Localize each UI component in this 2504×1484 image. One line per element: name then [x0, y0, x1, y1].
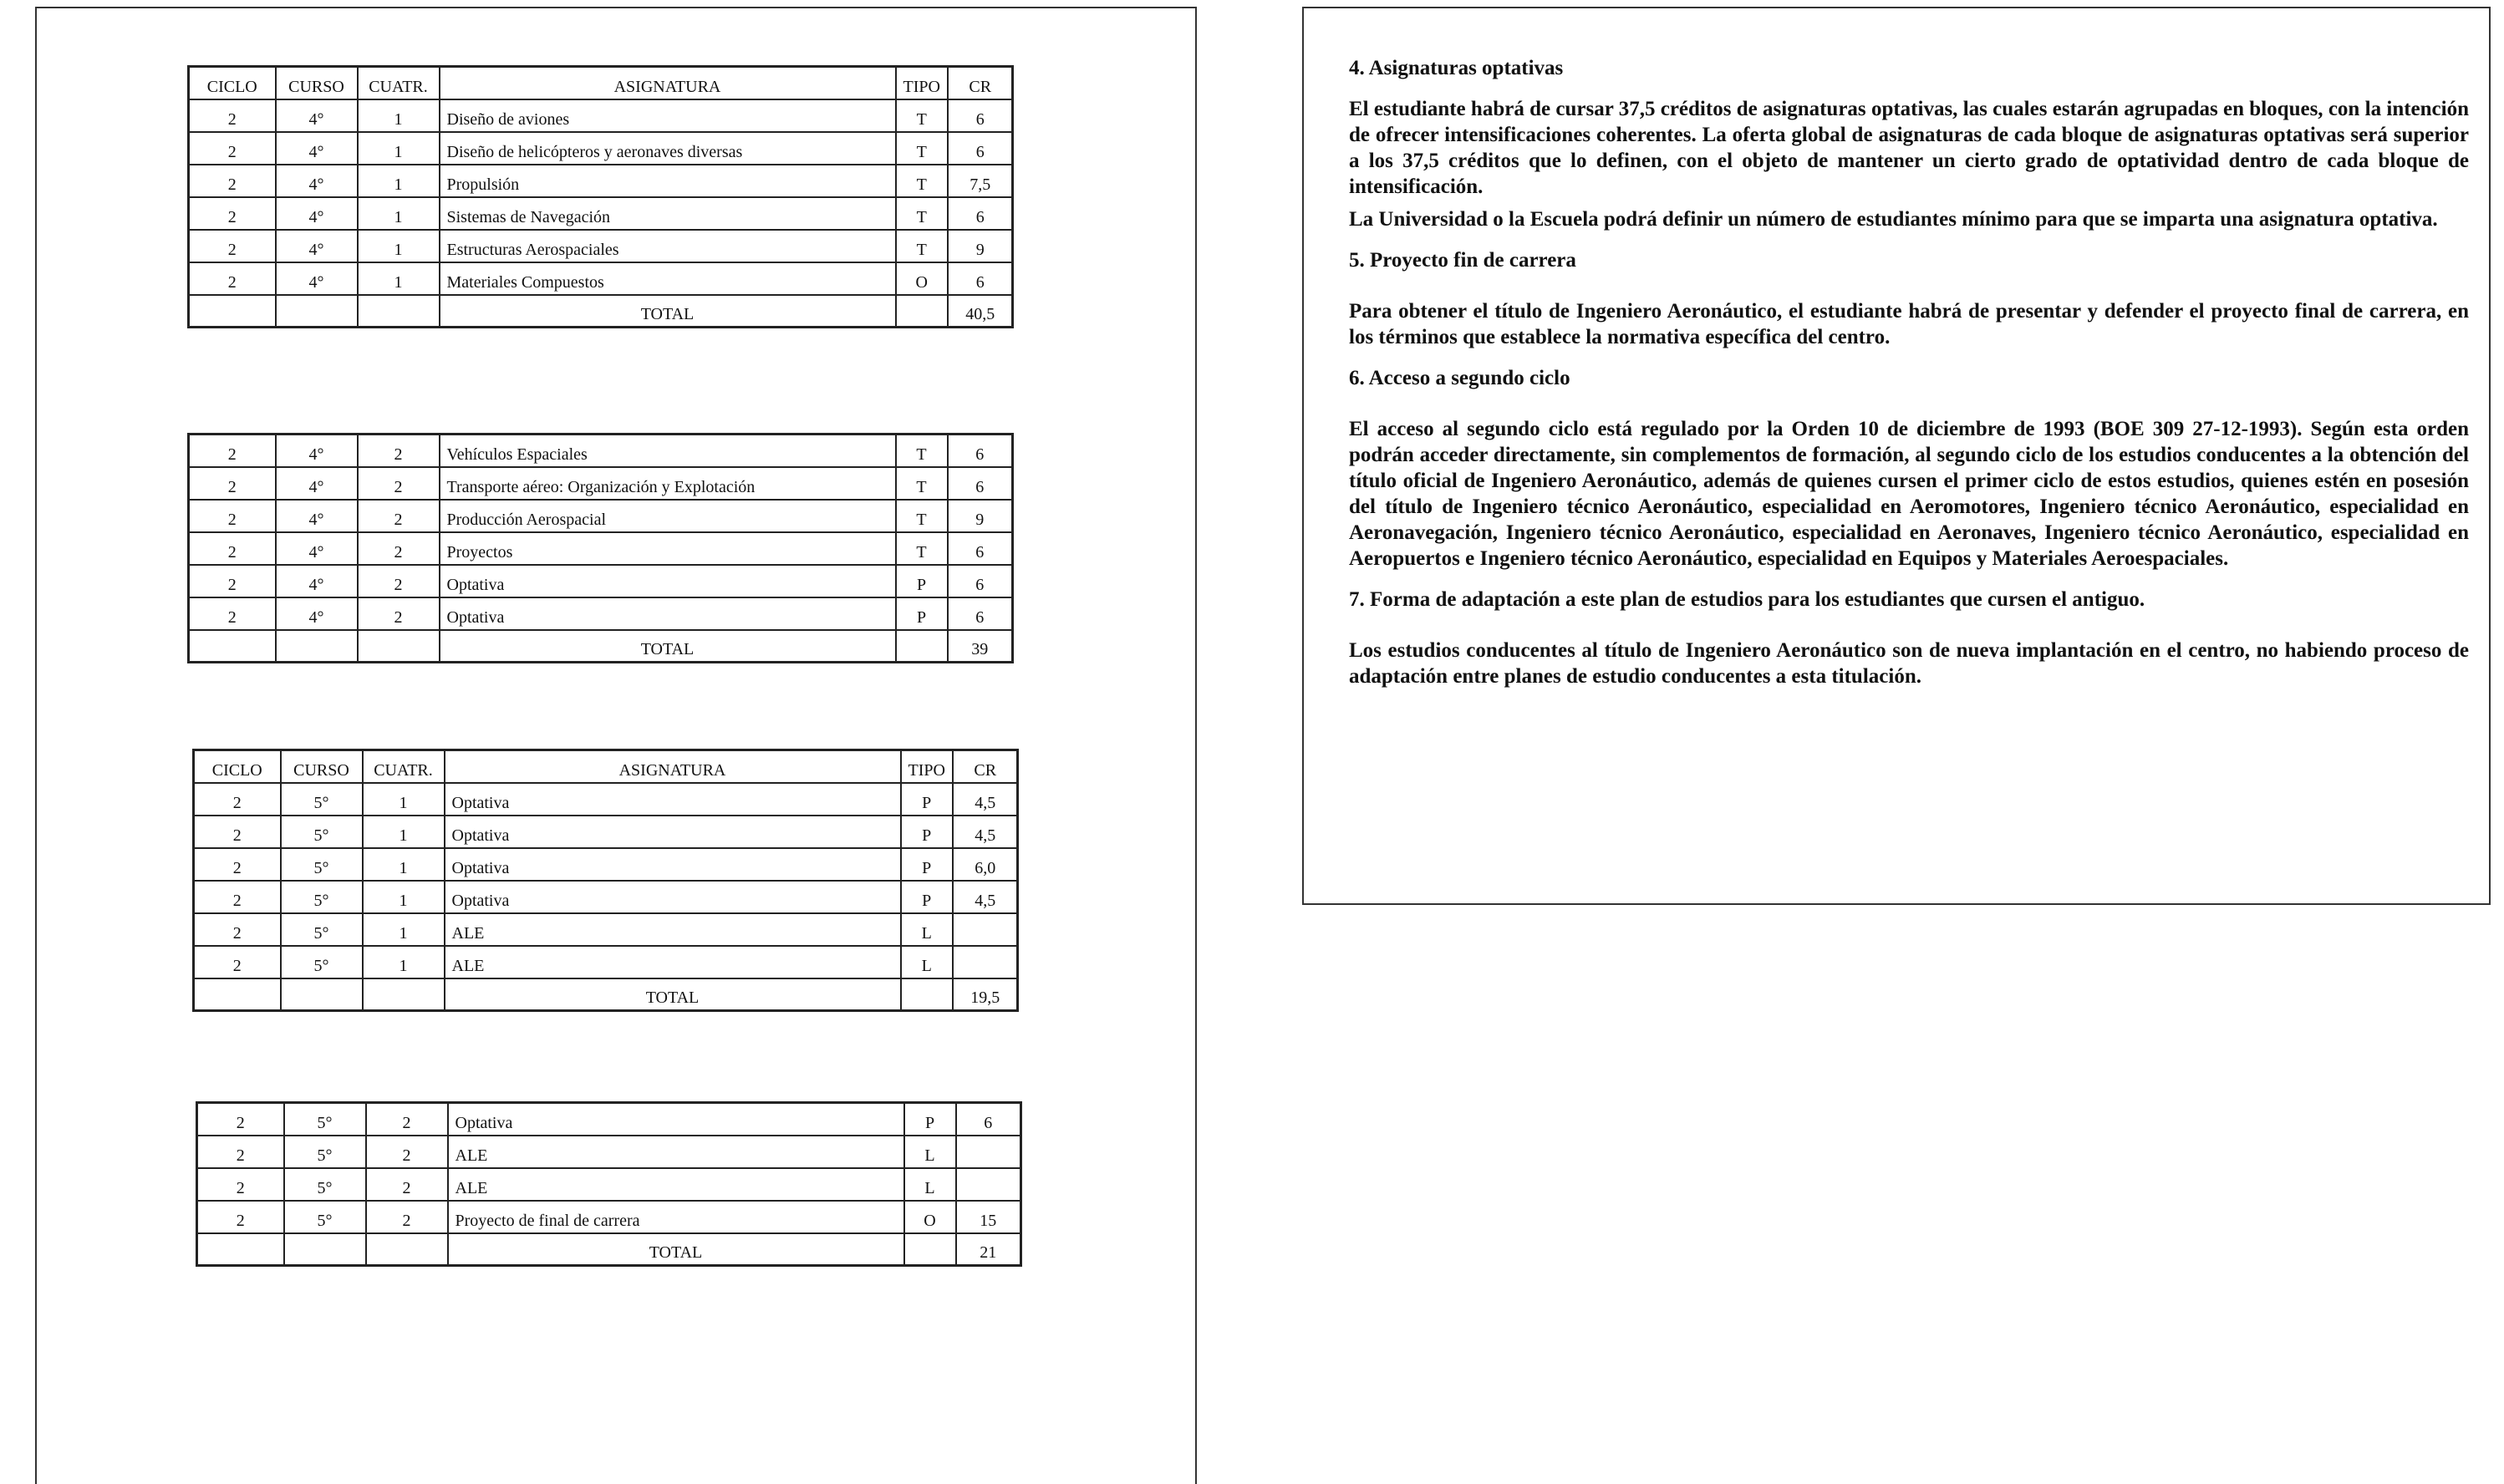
- empty-cell: [363, 978, 445, 1011]
- cell-ciclo: 2: [189, 565, 276, 597]
- empty-cell: [194, 978, 281, 1011]
- empty-cell: [358, 295, 440, 328]
- cell-tipo: T: [896, 132, 948, 165]
- cell-curso: 4°: [276, 565, 358, 597]
- cell-asignatura: Proyectos: [440, 532, 896, 565]
- cell-curso: 5°: [281, 913, 363, 946]
- empty-cell: [366, 1233, 448, 1266]
- cell-ciclo: 2: [189, 262, 276, 295]
- cell-cuatr: 2: [366, 1201, 448, 1233]
- cell-cr: 6: [948, 532, 1013, 565]
- cell-cuatr: 1: [363, 946, 445, 978]
- table-row: [189, 467, 1013, 500]
- cell-cr: 9: [948, 230, 1013, 262]
- cell-asignatura: Diseño de helicópteros y aeronaves diversas: [440, 132, 896, 165]
- table-row: [194, 783, 1018, 816]
- cell-cuatr: 1: [363, 913, 445, 946]
- cell-cuatr: 2: [358, 467, 440, 500]
- empty-cell: [189, 630, 276, 663]
- table-row: [189, 500, 1013, 532]
- table-row: [189, 597, 1013, 630]
- table-row: [189, 565, 1013, 597]
- cell-tipo: O: [896, 262, 948, 295]
- column-header-cr: CR: [953, 750, 1018, 783]
- cell-asignatura: Optativa: [440, 565, 896, 597]
- cell-cr: 6: [948, 197, 1013, 230]
- cell-curso: 4°: [276, 500, 358, 532]
- cell-cuatr: 1: [363, 783, 445, 816]
- cell-curso: 4°: [276, 197, 358, 230]
- cell-asignatura: Optativa: [445, 783, 901, 816]
- empty-cell: [896, 630, 948, 663]
- cell-asignatura: Optativa: [440, 597, 896, 630]
- empty-cell: [904, 1233, 956, 1266]
- section-title-4: 4. Asignaturas optativas: [1349, 57, 1564, 79]
- cell-cuatr: 1: [363, 881, 445, 913]
- cell-cr: [956, 1168, 1021, 1201]
- cell-tipo: T: [896, 230, 948, 262]
- left-page: [35, 7, 1197, 1484]
- cell-tipo: T: [896, 165, 948, 197]
- cell-curso: 4°: [276, 467, 358, 500]
- cell-asignatura: ALE: [448, 1136, 904, 1168]
- cell-ciclo: 2: [197, 1103, 284, 1136]
- cell-ciclo: 2: [189, 435, 276, 467]
- table-row: [189, 99, 1013, 132]
- cell-asignatura: Propulsión: [440, 165, 896, 197]
- total-label: TOTAL: [440, 630, 896, 663]
- cell-tipo: O: [904, 1201, 956, 1233]
- right-page: [1302, 7, 2491, 905]
- table-total-row: [194, 978, 1018, 1011]
- cell-cr: 9: [948, 500, 1013, 532]
- table-row: [189, 435, 1013, 467]
- empty-cell: [284, 1233, 366, 1266]
- cell-asignatura: Optativa: [445, 848, 901, 881]
- cell-cuatr: 1: [363, 848, 445, 881]
- table-row: [189, 165, 1013, 197]
- cell-cr: 7,5: [948, 165, 1013, 197]
- column-header-curso: CURSO: [276, 67, 358, 99]
- empty-cell: [276, 295, 358, 328]
- column-header-curso: CURSO: [281, 750, 363, 783]
- course-table-2: [187, 433, 1014, 663]
- total-value: 39: [948, 630, 1013, 663]
- cell-curso: 5°: [284, 1168, 366, 1201]
- cell-asignatura: ALE: [448, 1168, 904, 1201]
- cell-ciclo: 2: [189, 500, 276, 532]
- cell-asignatura: Optativa: [445, 881, 901, 913]
- cell-cr: 6: [948, 132, 1013, 165]
- table-header-row: [194, 750, 1018, 783]
- cell-ciclo: 2: [194, 946, 281, 978]
- empty-cell: [896, 295, 948, 328]
- cell-cr: 6: [948, 262, 1013, 295]
- table-row: [194, 816, 1018, 848]
- cell-asignatura: Transporte aéreo: Organización y Explotación: [440, 467, 896, 500]
- empty-cell: [358, 630, 440, 663]
- cell-curso: 5°: [281, 783, 363, 816]
- cell-asignatura: ALE: [445, 913, 901, 946]
- cell-asignatura: Estructuras Aerospaciales: [440, 230, 896, 262]
- cell-curso: 4°: [276, 435, 358, 467]
- cell-asignatura: ALE: [445, 946, 901, 978]
- cell-tipo: L: [904, 1136, 956, 1168]
- table-total-row: [189, 295, 1013, 328]
- cell-tipo: P: [901, 881, 953, 913]
- cell-cr: 6: [948, 565, 1013, 597]
- table-row: [197, 1103, 1021, 1136]
- cell-ciclo: 2: [194, 913, 281, 946]
- cell-cr: [956, 1136, 1021, 1168]
- cell-tipo: P: [904, 1103, 956, 1136]
- cell-ciclo: 2: [197, 1168, 284, 1201]
- cell-tipo: T: [896, 99, 948, 132]
- total-value: 40,5: [948, 295, 1013, 328]
- cell-tipo: T: [896, 435, 948, 467]
- table-row: [197, 1136, 1021, 1168]
- cell-cuatr: 1: [358, 230, 440, 262]
- cell-curso: 5°: [281, 946, 363, 978]
- empty-cell: [189, 295, 276, 328]
- cell-cr: [953, 946, 1018, 978]
- cell-ciclo: 2: [189, 597, 276, 630]
- course-table-3: [192, 749, 1019, 1012]
- total-label: TOTAL: [440, 295, 896, 328]
- cell-cuatr: 2: [366, 1168, 448, 1201]
- cell-cuatr: 1: [358, 165, 440, 197]
- cell-tipo: L: [904, 1168, 956, 1201]
- cell-cuatr: 1: [358, 99, 440, 132]
- cell-cuatr: 2: [358, 500, 440, 532]
- cell-ciclo: 2: [189, 532, 276, 565]
- cell-curso: 5°: [284, 1136, 366, 1168]
- cell-ciclo: 2: [189, 165, 276, 197]
- cell-asignatura: Materiales Compuestos: [440, 262, 896, 295]
- section-5-paragraph-1: Para obtener el título de Ingeniero Aeronáutico, el estudiante habrá de presentar y defender el proyecto final de carrera, en los términos que establece la normativa específica del centro.: [1349, 300, 2469, 348]
- cell-cuatr: 2: [358, 532, 440, 565]
- column-header-asignatura: ASIGNATURA: [445, 750, 901, 783]
- cell-curso: 5°: [281, 816, 363, 848]
- cell-cr: 15: [956, 1201, 1021, 1233]
- cell-tipo: T: [896, 197, 948, 230]
- cell-curso: 5°: [281, 881, 363, 913]
- cell-tipo: P: [901, 783, 953, 816]
- table-row: [194, 946, 1018, 978]
- cell-cr: 4,5: [953, 783, 1018, 816]
- cell-cr: 6: [956, 1103, 1021, 1136]
- cell-ciclo: 2: [194, 881, 281, 913]
- cell-cuatr: 1: [358, 132, 440, 165]
- cell-tipo: L: [901, 913, 953, 946]
- cell-curso: 5°: [284, 1201, 366, 1233]
- cell-asignatura: Diseño de aviones: [440, 99, 896, 132]
- cell-curso: 4°: [276, 132, 358, 165]
- cell-tipo: P: [896, 597, 948, 630]
- cell-cuatr: 2: [366, 1136, 448, 1168]
- cell-cuatr: 2: [366, 1103, 448, 1136]
- cell-curso: 4°: [276, 165, 358, 197]
- cell-cr: 6: [948, 435, 1013, 467]
- column-header-tipo: TIPO: [901, 750, 953, 783]
- text-content: [1349, 55, 2469, 689]
- table-row: [194, 881, 1018, 913]
- total-value: 21: [956, 1233, 1021, 1266]
- cell-tipo: T: [896, 500, 948, 532]
- table-row: [189, 132, 1013, 165]
- total-value: 19,5: [953, 978, 1018, 1011]
- section-title-6: 6. Acceso a segundo ciclo: [1349, 367, 1570, 389]
- course-table-1: [187, 65, 1014, 328]
- table-row: [197, 1201, 1021, 1233]
- column-header-cr: CR: [948, 67, 1013, 99]
- cell-ciclo: 2: [189, 132, 276, 165]
- table-row: [197, 1168, 1021, 1201]
- cell-cr: 6,0: [953, 848, 1018, 881]
- table-total-row: [189, 630, 1013, 663]
- cell-cr: 6: [948, 99, 1013, 132]
- section-title-5: 5. Proyecto fin de carrera: [1349, 249, 1576, 272]
- cell-tipo: P: [901, 848, 953, 881]
- column-header-asignatura: ASIGNATURA: [440, 67, 896, 99]
- section-6-paragraph-1: El acceso al segundo ciclo está regulado por la Orden 10 de diciembre de 1993 (BOE 309 27-12-1993). Según esta orden podrán acceder directamente, sin complementos de formación, al segundo ciclo de los estudios conducentes a la obtención del título oficial de Ingeniero Aeronáutico, además de quienes cursen el primer ciclo de estos estudios, quienes estén en posesión del título de Ingeniero técnico Aeronáutico, especialidad en Aeromotores, Ingeniero técnico Aeronáutico, especialidad en Aeronavegación, Ingeniero técnico Aeronáutico, especialidad en Aeronaves, Ingeniero técnico Aeronáutico, especialidad en Aeropuertos e Ingeniero técnico Aeronáutico, especialidad en Equipos y Materiales Aeroespaciales.: [1349, 418, 2469, 570]
- cell-ciclo: 2: [189, 99, 276, 132]
- column-header-cuatr: CUATR.: [358, 67, 440, 99]
- total-label: TOTAL: [448, 1233, 904, 1266]
- cell-ciclo: 2: [197, 1136, 284, 1168]
- cell-cuatr: 1: [358, 262, 440, 295]
- cell-tipo: P: [896, 565, 948, 597]
- table-total-row: [197, 1233, 1021, 1266]
- empty-cell: [901, 978, 953, 1011]
- cell-tipo: P: [901, 816, 953, 848]
- table-row: [194, 913, 1018, 946]
- cell-curso: 4°: [276, 597, 358, 630]
- cell-asignatura: Vehículos Espaciales: [440, 435, 896, 467]
- cell-tipo: L: [901, 946, 953, 978]
- cell-cuatr: 1: [358, 197, 440, 230]
- cell-tipo: T: [896, 467, 948, 500]
- cell-ciclo: 2: [189, 230, 276, 262]
- column-header-ciclo: CICLO: [194, 750, 281, 783]
- column-header-ciclo: CICLO: [189, 67, 276, 99]
- cell-cr: 4,5: [953, 816, 1018, 848]
- cell-asignatura: Proyecto de final de carrera: [448, 1201, 904, 1233]
- cell-asignatura: Optativa: [445, 816, 901, 848]
- cell-cuatr: 1: [363, 816, 445, 848]
- column-header-cuatr: CUATR.: [363, 750, 445, 783]
- cell-cuatr: 2: [358, 435, 440, 467]
- cell-cuatr: 2: [358, 597, 440, 630]
- table-row: [189, 262, 1013, 295]
- cell-curso: 5°: [284, 1103, 366, 1136]
- cell-asignatura: Optativa: [448, 1103, 904, 1136]
- cell-curso: 4°: [276, 230, 358, 262]
- cell-cr: 6: [948, 597, 1013, 630]
- cell-cr: 4,5: [953, 881, 1018, 913]
- cell-tipo: T: [896, 532, 948, 565]
- section-title-7: 7. Forma de adaptación a este plan de estudios para los estudiantes que cursen el antiguo.: [1349, 588, 2145, 611]
- cell-ciclo: 2: [194, 816, 281, 848]
- column-header-tipo: TIPO: [896, 67, 948, 99]
- cell-curso: 5°: [281, 848, 363, 881]
- cell-asignatura: Sistemas de Navegación: [440, 197, 896, 230]
- table-row: [189, 532, 1013, 565]
- cell-curso: 4°: [276, 532, 358, 565]
- empty-cell: [281, 978, 363, 1011]
- cell-asignatura: Producción Aerospacial: [440, 500, 896, 532]
- cell-ciclo: 2: [194, 848, 281, 881]
- cell-ciclo: 2: [194, 783, 281, 816]
- cell-cuatr: 2: [358, 565, 440, 597]
- cell-cr: [953, 913, 1018, 946]
- cell-cr: 6: [948, 467, 1013, 500]
- cell-curso: 4°: [276, 99, 358, 132]
- total-label: TOTAL: [445, 978, 901, 1011]
- cell-ciclo: 2: [189, 197, 276, 230]
- table-row: [189, 197, 1013, 230]
- table-row: [189, 230, 1013, 262]
- cell-ciclo: 2: [189, 467, 276, 500]
- section-4-paragraph-2: La Universidad o la Escuela podrá definir un número de estudiantes mínimo para que se imparta una asignatura optativa.: [1349, 208, 2438, 231]
- empty-cell: [197, 1233, 284, 1266]
- course-table-4: [196, 1101, 1022, 1267]
- section-4-paragraph-1: El estudiante habrá de cursar 37,5 créditos de asignaturas optativas, las cuales estarán agrupadas en bloques, con la intención de ofrecer intensificaciones coherentes. La oferta global de asignaturas de cada bloque de asignaturas optativas será superior a los 37,5 créditos que lo definen, con el objeto de mantener un cierto grado de optatividad dentro de cada bloque de intensificación.: [1349, 98, 2469, 198]
- cell-curso: 4°: [276, 262, 358, 295]
- table-row: [194, 848, 1018, 881]
- empty-cell: [276, 630, 358, 663]
- cell-ciclo: 2: [197, 1201, 284, 1233]
- section-7-paragraph-1: Los estudios conducentes al título de Ingeniero Aeronáutico son de nueva implantación en el centro, no habiendo proceso de adaptación entre planes de estudio conducentes a esta titulación.: [1349, 639, 2469, 688]
- table-header-row: [189, 67, 1013, 99]
